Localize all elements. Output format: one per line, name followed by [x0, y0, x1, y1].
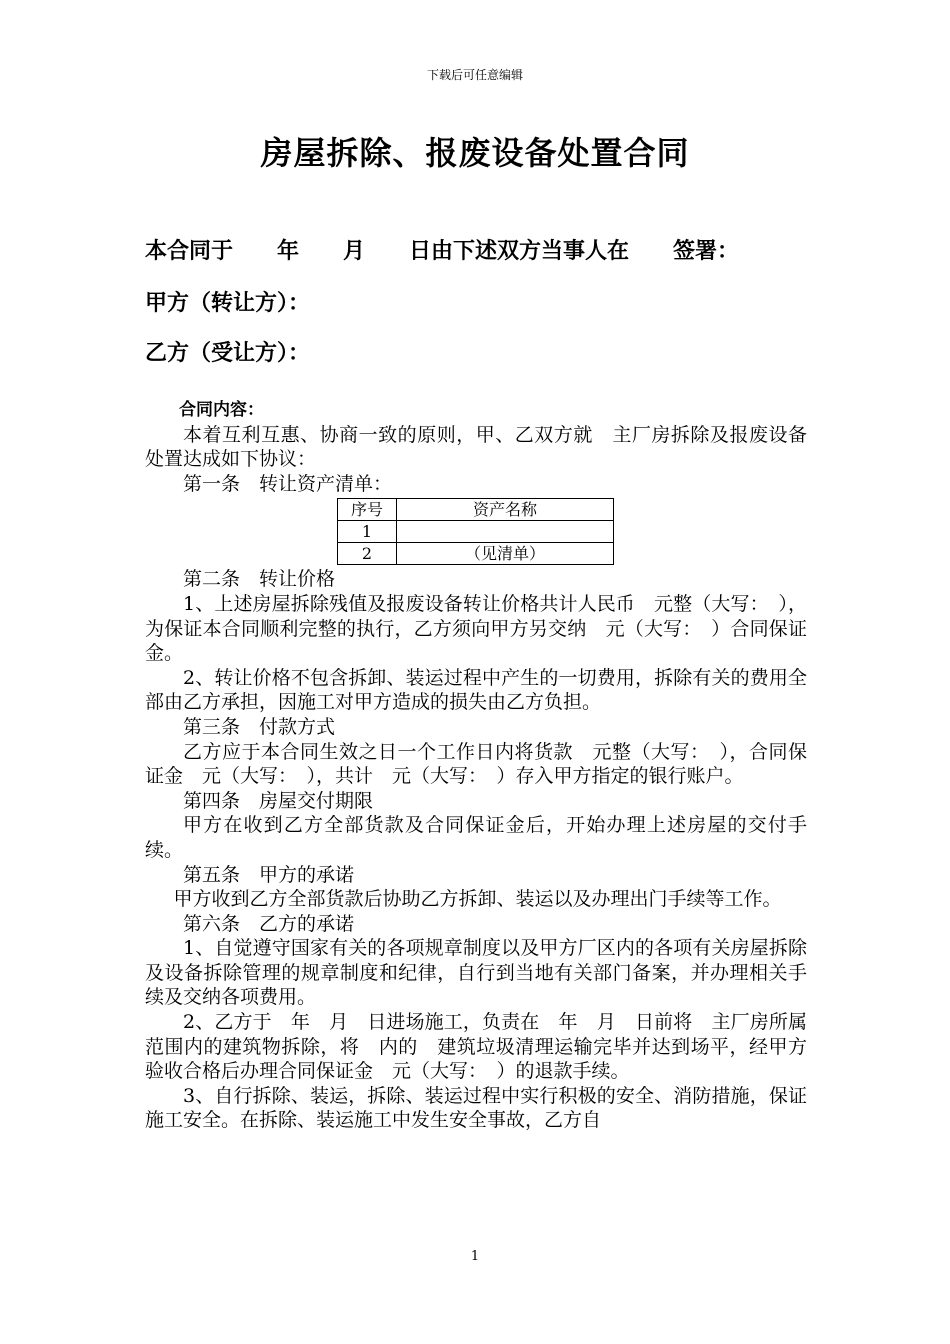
document-title: 房屋拆除、报废设备处置合同 [260, 134, 690, 172]
table-cell: 2 [338, 543, 397, 565]
article-6-paragraph-2: 2、乙方于 年 月 日进场施工，负责在 年 月 日前将 主厂房所属范围内的建筑物拆除，将 内的 建筑垃圾清理运输完毕并达到场平，经甲方验收合格后办理合同保证金 元（大写： ）的退款手续。 [145, 1011, 807, 1083]
signing-line: 本合同于 年 月 日由下述双方当事人在 签署： [145, 239, 740, 264]
table-cell: （见清单） [397, 543, 614, 565]
article-3-heading: 第三条 付款方式 [183, 715, 336, 738]
party-a-line: 甲方（转让方）： [145, 291, 311, 316]
article-6-heading: 第六条 乙方的承诺 [183, 912, 355, 935]
table-header-cell: 序号 [338, 499, 397, 521]
article-3-paragraph-1: 乙方应于本合同生效之日一个工作日内将货款 元整（大写： ），合同保证金 元（大写： ），共计 元（大写： ）存入甲方指定的银行账户。 [145, 740, 807, 788]
table-header-row [338, 499, 614, 521]
article-2-paragraph-1: 1、上述房屋拆除残值及报废设备转让价格共计人民币 元整（大写： ），为保证本合同顺利完整的执行，乙方须向甲方另交纳 元（大写： ）合同保证金。 [145, 592, 807, 665]
table-row [338, 543, 614, 565]
article-5-heading: 第五条 甲方的承诺 [183, 863, 355, 886]
article-2-paragraph-2: 2、转让价格不包含拆卸、装运过程中产生的一切费用，拆除有关的费用全部由乙方承担，因施工对甲方造成的损失由乙方负担。 [145, 666, 807, 714]
table-header-cell: 资产名称 [397, 499, 614, 521]
header-note: 下载后可任意编辑 [426, 68, 523, 82]
content-heading: 合同内容： [179, 400, 264, 420]
article-5-paragraph-1: 甲方收到乙方全部货款后协助乙方拆卸、装运以及办理出门手续等工作。 [173, 888, 782, 911]
party-b-line: 乙方（受让方）： [145, 341, 311, 366]
article-2-heading: 第二条 转让价格 [183, 568, 336, 591]
intro-paragraph: 本着互利互惠、协商一致的原则，甲、乙双方就 主厂房拆除及报废设备处置达成如下协议： [145, 423, 807, 471]
table-cell: 1 [338, 521, 397, 543]
asset-table [337, 498, 614, 565]
article-1-heading: 第一条 转让资产清单： [183, 472, 393, 495]
article-4-paragraph-1: 甲方在收到乙方全部货款及合同保证金后，开始办理上述房屋的交付手续。 [145, 814, 807, 861]
article-6-paragraph-3: 3、自行拆除、装运，拆除、装运过程中实行积极的安全、消防措施，保证施工安全。在拆除、装运施工中发生安全事故，乙方自 [145, 1084, 807, 1132]
article-4-heading: 第四条 房屋交付期限 [183, 789, 374, 812]
table-row [338, 521, 614, 543]
page-number: 1 [470, 1249, 480, 1264]
article-6-paragraph-1: 1、自觉遵守国家有关的各项规章制度以及甲方厂区内的各项有关房屋拆除及设备拆除管理的规章制度和纪律，自行到当地有关部门备案，并办理相关手续及交纳各项费用。 [145, 937, 807, 1009]
table-cell [397, 521, 614, 543]
contract-body [145, 398, 807, 1133]
